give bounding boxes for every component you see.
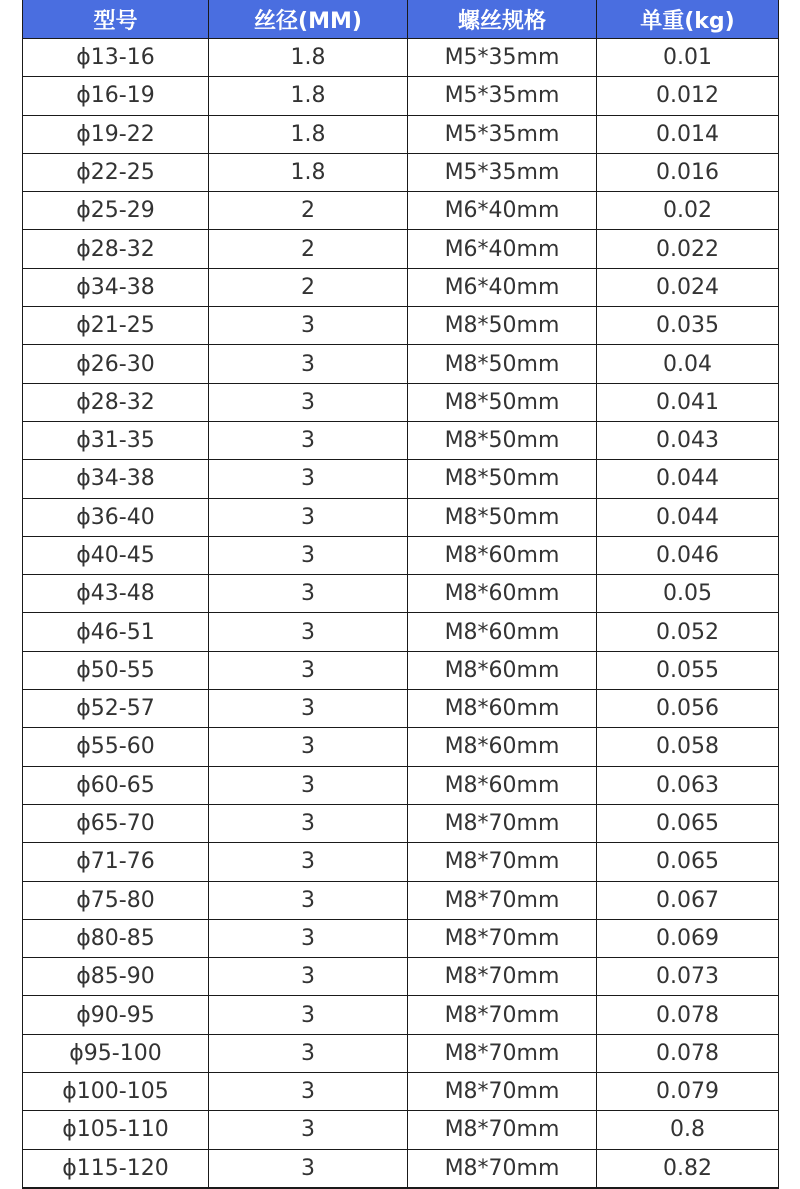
table-row	[23, 728, 779, 766]
table-header	[23, 0, 779, 39]
cell-screw-spec: M6*40mm	[408, 268, 597, 306]
table-row	[23, 345, 779, 383]
cell-unit-weight: 0.05	[597, 575, 779, 613]
cell-wire-diameter: 3	[209, 1073, 408, 1111]
cell-unit-weight: 0.02	[597, 192, 779, 230]
cell-wire-diameter: 3	[209, 843, 408, 881]
cell-wire-diameter: 3	[209, 881, 408, 919]
cell-model: ϕ28-32	[23, 230, 209, 268]
cell-screw-spec: M5*35mm	[408, 153, 597, 191]
cell-unit-weight: 0.024	[597, 268, 779, 306]
header-screw-spec: 螺丝规格	[408, 0, 597, 39]
table-row	[23, 192, 779, 230]
cell-unit-weight: 0.056	[597, 690, 779, 728]
table-row	[23, 919, 779, 957]
cell-unit-weight: 0.82	[597, 1149, 779, 1188]
cell-screw-spec: M8*70mm	[408, 958, 597, 996]
cell-screw-spec: M8*70mm	[408, 919, 597, 957]
table-row	[23, 77, 779, 115]
header-model: 型号	[23, 0, 209, 39]
cell-model: ϕ100-105	[23, 1073, 209, 1111]
table-row	[23, 1073, 779, 1111]
table-row	[23, 1111, 779, 1149]
cell-wire-diameter: 3	[209, 460, 408, 498]
cell-unit-weight: 0.016	[597, 153, 779, 191]
cell-screw-spec: M8*50mm	[408, 460, 597, 498]
cell-model: ϕ31-35	[23, 421, 209, 459]
table-row	[23, 383, 779, 421]
cell-model: ϕ75-80	[23, 881, 209, 919]
cell-unit-weight: 0.065	[597, 804, 779, 842]
cell-model: ϕ26-30	[23, 345, 209, 383]
cell-wire-diameter: 1.8	[209, 153, 408, 191]
cell-unit-weight: 0.012	[597, 77, 779, 115]
cell-screw-spec: M8*70mm	[408, 996, 597, 1034]
table-row	[23, 421, 779, 459]
table-row	[23, 1149, 779, 1188]
cell-screw-spec: M5*35mm	[408, 77, 597, 115]
cell-wire-diameter: 3	[209, 728, 408, 766]
cell-wire-diameter: 3	[209, 536, 408, 574]
cell-screw-spec: M8*70mm	[408, 1111, 597, 1149]
cell-wire-diameter: 2	[209, 268, 408, 306]
cell-unit-weight: 0.079	[597, 1073, 779, 1111]
cell-unit-weight: 0.04	[597, 345, 779, 383]
cell-screw-spec: M6*40mm	[408, 230, 597, 268]
table-row	[23, 307, 779, 345]
cell-wire-diameter: 3	[209, 1111, 408, 1149]
cell-model: ϕ28-32	[23, 383, 209, 421]
cell-model: ϕ22-25	[23, 153, 209, 191]
cell-screw-spec: M8*70mm	[408, 843, 597, 881]
table-row	[23, 39, 779, 77]
cell-screw-spec: M8*60mm	[408, 651, 597, 689]
cell-wire-diameter: 3	[209, 651, 408, 689]
table-row	[23, 153, 779, 191]
table-row	[23, 268, 779, 306]
cell-wire-diameter: 3	[209, 1034, 408, 1072]
cell-wire-diameter: 3	[209, 996, 408, 1034]
cell-wire-diameter: 3	[209, 421, 408, 459]
cell-wire-diameter: 3	[209, 919, 408, 957]
table-body	[23, 39, 779, 1188]
cell-unit-weight: 0.069	[597, 919, 779, 957]
cell-screw-spec: M5*35mm	[408, 39, 597, 77]
table-row	[23, 881, 779, 919]
cell-unit-weight: 0.046	[597, 536, 779, 574]
cell-model: ϕ50-55	[23, 651, 209, 689]
cell-model: ϕ40-45	[23, 536, 209, 574]
cell-unit-weight: 0.044	[597, 498, 779, 536]
cell-wire-diameter: 3	[209, 613, 408, 651]
cell-model: ϕ16-19	[23, 77, 209, 115]
cell-model: ϕ95-100	[23, 1034, 209, 1072]
table-row	[23, 1034, 779, 1072]
cell-model: ϕ36-40	[23, 498, 209, 536]
table-row	[23, 498, 779, 536]
cell-model: ϕ85-90	[23, 958, 209, 996]
cell-unit-weight: 0.078	[597, 1034, 779, 1072]
cell-screw-spec: M8*60mm	[408, 766, 597, 804]
cell-screw-spec: M8*60mm	[408, 536, 597, 574]
cell-unit-weight: 0.041	[597, 383, 779, 421]
cell-wire-diameter: 3	[209, 958, 408, 996]
cell-model: ϕ19-22	[23, 115, 209, 153]
cell-model: ϕ55-60	[23, 728, 209, 766]
cell-wire-diameter: 1.8	[209, 39, 408, 77]
table-row	[23, 651, 779, 689]
cell-model: ϕ34-38	[23, 460, 209, 498]
cell-screw-spec: M8*50mm	[408, 307, 597, 345]
cell-wire-diameter: 3	[209, 575, 408, 613]
cell-screw-spec: M8*50mm	[408, 498, 597, 536]
cell-screw-spec: M8*70mm	[408, 1073, 597, 1111]
cell-screw-spec: M5*35mm	[408, 115, 597, 153]
cell-unit-weight: 0.067	[597, 881, 779, 919]
cell-model: ϕ71-76	[23, 843, 209, 881]
cell-screw-spec: M8*60mm	[408, 690, 597, 728]
cell-screw-spec: M8*50mm	[408, 345, 597, 383]
cell-unit-weight: 0.8	[597, 1111, 779, 1149]
cell-model: ϕ21-25	[23, 307, 209, 345]
cell-screw-spec: M8*70mm	[408, 1034, 597, 1072]
cell-screw-spec: M6*40mm	[408, 192, 597, 230]
cell-screw-spec: M8*60mm	[408, 575, 597, 613]
header-wire-diameter: 丝径(MM)	[209, 0, 408, 39]
cell-wire-diameter: 1.8	[209, 77, 408, 115]
header-unit-weight: 单重(kg)	[597, 0, 779, 39]
cell-wire-diameter: 3	[209, 1149, 408, 1188]
table-row	[23, 575, 779, 613]
cell-screw-spec: M8*70mm	[408, 804, 597, 842]
cell-wire-diameter: 3	[209, 804, 408, 842]
cell-unit-weight: 0.035	[597, 307, 779, 345]
cell-unit-weight: 0.014	[597, 115, 779, 153]
cell-unit-weight: 0.065	[597, 843, 779, 881]
cell-wire-diameter: 3	[209, 690, 408, 728]
cell-screw-spec: M8*70mm	[408, 1149, 597, 1188]
table-row	[23, 613, 779, 651]
table-row	[23, 843, 779, 881]
cell-model: ϕ80-85	[23, 919, 209, 957]
cell-wire-diameter: 1.8	[209, 115, 408, 153]
table-row	[23, 996, 779, 1034]
table-row	[23, 460, 779, 498]
cell-model: ϕ105-110	[23, 1111, 209, 1149]
cell-model: ϕ90-95	[23, 996, 209, 1034]
cell-unit-weight: 0.022	[597, 230, 779, 268]
cell-model: ϕ34-38	[23, 268, 209, 306]
cell-screw-spec: M8*50mm	[408, 383, 597, 421]
cell-model: ϕ46-51	[23, 613, 209, 651]
cell-model: ϕ43-48	[23, 575, 209, 613]
cell-model: ϕ52-57	[23, 690, 209, 728]
cell-wire-diameter: 2	[209, 192, 408, 230]
cell-unit-weight: 0.073	[597, 958, 779, 996]
table-row	[23, 230, 779, 268]
cell-model: ϕ25-29	[23, 192, 209, 230]
table-row	[23, 115, 779, 153]
table-row	[23, 804, 779, 842]
cell-unit-weight: 0.063	[597, 766, 779, 804]
cell-unit-weight: 0.058	[597, 728, 779, 766]
cell-screw-spec: M8*70mm	[408, 881, 597, 919]
cell-model: ϕ60-65	[23, 766, 209, 804]
cell-unit-weight: 0.055	[597, 651, 779, 689]
table-row	[23, 536, 779, 574]
cell-screw-spec: M8*60mm	[408, 613, 597, 651]
cell-wire-diameter: 3	[209, 307, 408, 345]
cell-wire-diameter: 3	[209, 498, 408, 536]
cell-screw-spec: M8*50mm	[408, 421, 597, 459]
cell-screw-spec: M8*60mm	[408, 728, 597, 766]
cell-wire-diameter: 3	[209, 345, 408, 383]
table-row	[23, 690, 779, 728]
cell-unit-weight: 0.052	[597, 613, 779, 651]
table-row	[23, 958, 779, 996]
cell-wire-diameter: 3	[209, 766, 408, 804]
table-row	[23, 766, 779, 804]
cell-model: ϕ115-120	[23, 1149, 209, 1188]
spec-table	[22, 0, 779, 1189]
cell-wire-diameter: 2	[209, 230, 408, 268]
cell-model: ϕ65-70	[23, 804, 209, 842]
cell-unit-weight: 0.043	[597, 421, 779, 459]
cell-model: ϕ13-16	[23, 39, 209, 77]
cell-unit-weight: 0.044	[597, 460, 779, 498]
cell-wire-diameter: 3	[209, 383, 408, 421]
cell-unit-weight: 0.078	[597, 996, 779, 1034]
cell-unit-weight: 0.01	[597, 39, 779, 77]
header-row	[23, 0, 779, 39]
